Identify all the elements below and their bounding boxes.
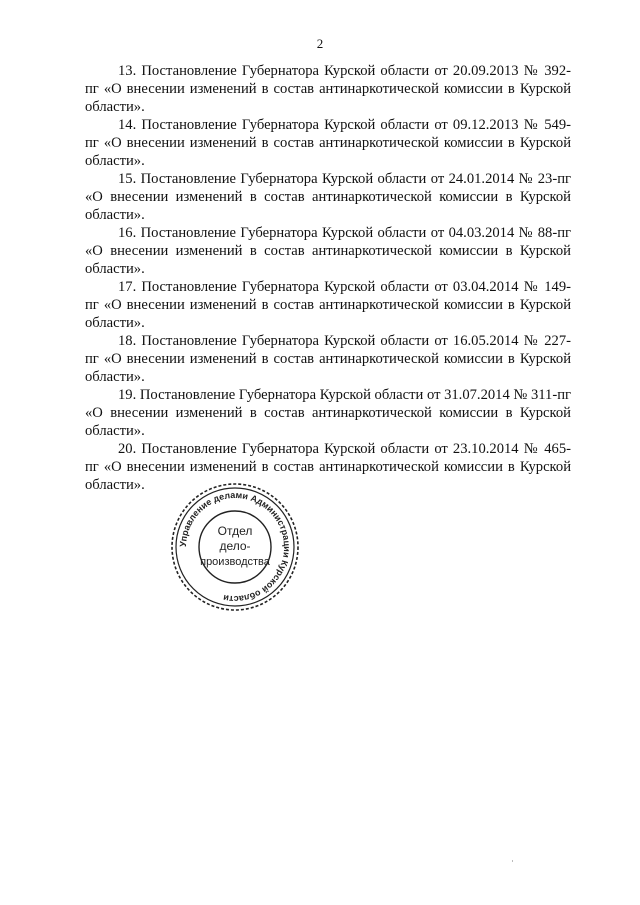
resolution-title: № 149-пг «О внесении изменений в состав антинаркотической комиссии в Курской области». — [85, 279, 572, 331]
resolution-heading: 18. Постановление Губернатора Курской области от 16.05.2014 — [118, 333, 519, 349]
resolution-title: № 465-пг «О внесении изменений в состав антинаркотической комиссии в Курской области». — [85, 441, 572, 493]
resolution-heading: 13. Постановление Губернатора Курской области от 20.09.2013 — [118, 63, 519, 79]
resolution-heading: 15. Постановление Губернатора Курской области от 24.01.2014 — [118, 171, 515, 187]
resolution-heading: 16. Постановление Губернатора Курской области от 04.03.2014 — [118, 225, 515, 241]
resolution-title: № 227-пг «О внесении изменений в состав антинаркотической комиссии в Курской области». — [85, 333, 572, 385]
resolution-title: № 549-пг «О внесении изменений в состав антинаркотической комиссии в Курской области». — [85, 117, 572, 169]
resolution-item — [85, 440, 571, 494]
resolution-heading: 17. Постановление Губернатора Курской области от 03.04.2014 — [118, 279, 519, 295]
resolution-title: № 392-пг «О внесении изменений в состав антинаркотической комиссии в Курской области». — [85, 63, 572, 115]
resolution-item — [85, 170, 571, 224]
resolution-heading: 19. Постановление Губернатора Курской области от 31.07.2014 — [118, 387, 510, 403]
resolution-item — [85, 116, 571, 170]
resolution-heading: 14. Постановление Губернатора Курской области от 09.12.2013 — [118, 117, 519, 133]
resolution-item — [85, 278, 571, 332]
page-number: 2 — [316, 36, 324, 51]
resolution-item — [85, 332, 571, 386]
seal-ring-text: Управление делами Администрации Курской области — [177, 489, 293, 605]
scan-speck — [512, 860, 513, 862]
resolution-item — [85, 62, 571, 116]
resolution-item — [85, 386, 571, 440]
resolution-title: № 311-пг «О внесении изменений в состав антинаркотической комиссии в Курской области». — [85, 387, 571, 439]
resolution-title: № 23-пг «О внесении изменений в состав антинаркотической комиссии в Курской области». — [85, 171, 571, 223]
official-seal — [169, 481, 301, 613]
seal-center-line: дело- — [219, 539, 251, 553]
seal-graphic — [169, 481, 301, 613]
resolution-item — [85, 224, 571, 278]
seal-center-line: Отдел — [217, 524, 253, 538]
resolution-heading: 20. Постановление Губернатора Курской области от 23.10.2014 — [118, 441, 519, 457]
seal-center-line: производства — [200, 556, 270, 568]
resolution-title: № 88-пг «О внесении изменений в состав антинаркотической комиссии в Курской области». — [85, 225, 571, 277]
resolution-list — [85, 62, 571, 494]
